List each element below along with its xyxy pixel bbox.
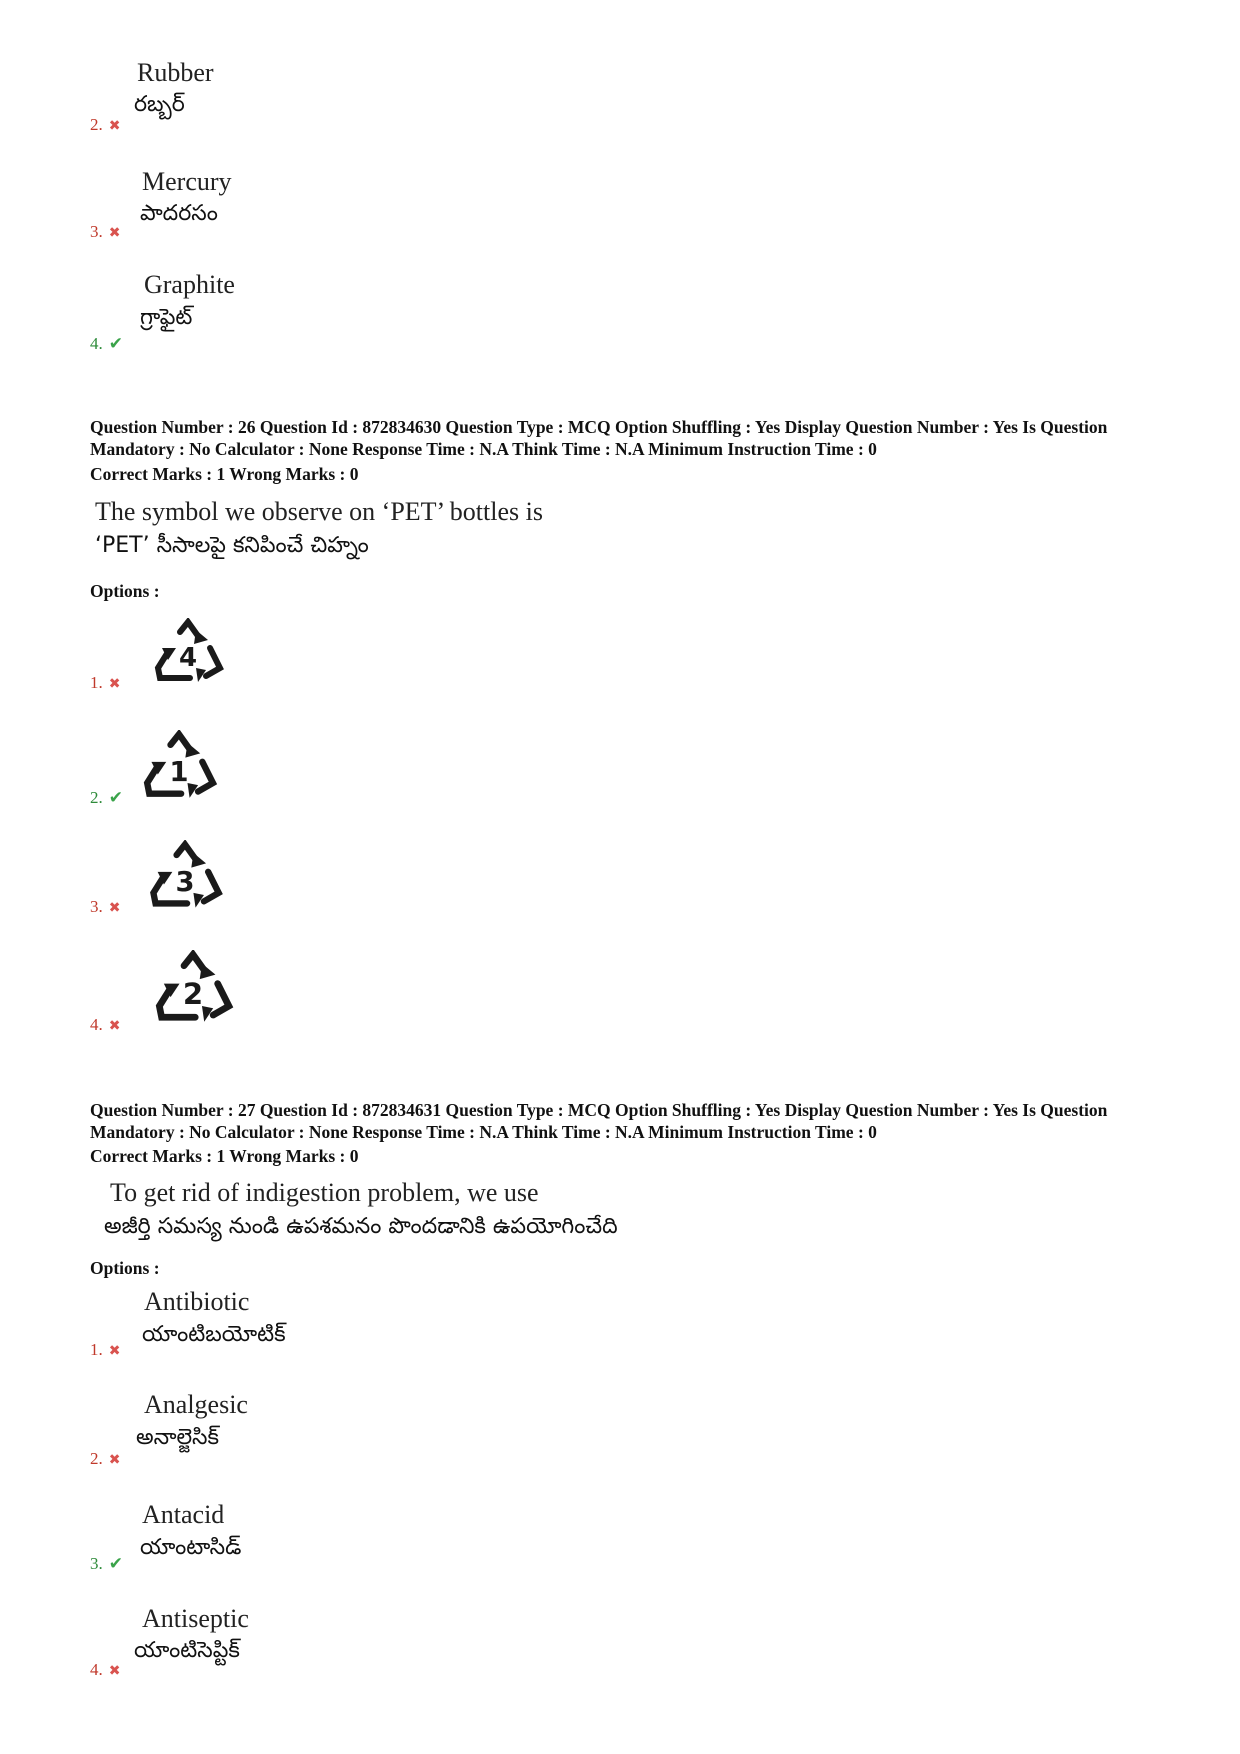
question-text-te: ‘PET’ సీసాలపై కనిపించే చిహ్నం xyxy=(95,533,369,558)
wrong-icon: ✖ xyxy=(108,1664,121,1679)
option-number: 4. xyxy=(90,334,103,353)
option-number: 2. xyxy=(90,115,103,134)
recycle-code: 4 xyxy=(178,643,198,673)
question-text-en: To get rid of indigestion problem, we use xyxy=(110,1178,539,1207)
check-icon: ✔ xyxy=(108,788,123,807)
option-text-te: యాంటాసిడ్ xyxy=(140,1535,242,1560)
option-number: 3. xyxy=(90,897,103,916)
question-meta: Question Number : 27 Question Id : 872834631 Question Type : MCQ Option Shuffling : Yes Display Question Number : Yes Is Question Mandatory : No Calculator : None Response Time : N.A Think Time : N.A Minimum Instruction Time : 0 xyxy=(90,1100,1108,1142)
recycle-code: 3 xyxy=(175,866,195,898)
recycle-symbol-icon xyxy=(150,618,226,684)
question-meta: Question Number : 26 Question Id : 872834630 Question Type : MCQ Option Shuffling : Yes Display Question Number : Yes Is Question Mandatory : No Calculator : None Response Time : N.A Think Time : N.A Minimum Instruction Time : 0 xyxy=(90,417,1108,459)
option-number: 3. xyxy=(90,222,103,241)
wrong-icon: ✖ xyxy=(108,1019,121,1034)
question-text-te: అజీర్తి సమస్య నుండి ఉపశమనం పొందడానికి ఉపయోగించేది xyxy=(104,1214,618,1239)
options-label: Options : xyxy=(90,1258,160,1278)
option-text-te: అనాల్జెసిక్ xyxy=(136,1425,219,1450)
option-text-en: Antibiotic xyxy=(144,1287,250,1316)
wrong-icon: ✖ xyxy=(108,226,121,241)
option-number: 1. xyxy=(90,1340,103,1359)
check-icon: ✔ xyxy=(108,1554,123,1573)
wrong-icon: ✖ xyxy=(108,677,121,692)
recycle-symbol-icon xyxy=(150,950,236,1024)
option-text-en: Analgesic xyxy=(144,1390,248,1419)
wrong-icon: ✖ xyxy=(108,1453,121,1468)
option-text-en: Graphite xyxy=(144,270,235,299)
check-icon: ✔ xyxy=(108,334,123,353)
option-number: 4. xyxy=(90,1660,103,1679)
recycle-symbol-icon xyxy=(138,730,220,800)
wrong-icon: ✖ xyxy=(108,1344,121,1359)
option-text-te: రబ్బర్ xyxy=(134,92,185,117)
option-number: 3. xyxy=(90,1554,103,1573)
recycle-code: 2 xyxy=(182,976,204,1011)
option-text-en: Antiseptic xyxy=(142,1604,249,1633)
option-text-te: యాంటిబయోటిక్ xyxy=(142,1322,286,1347)
option-text-en: Antacid xyxy=(142,1500,225,1529)
question-text-en: The symbol we observe on ‘PET’ bottles is xyxy=(95,497,543,526)
option-number: 1. xyxy=(90,673,103,692)
wrong-icon: ✖ xyxy=(108,119,121,134)
question-marks: Correct Marks : 1 Wrong Marks : 0 xyxy=(90,1146,359,1166)
wrong-icon: ✖ xyxy=(108,901,121,916)
option-text-en: Mercury xyxy=(142,167,232,196)
question-marks: Correct Marks : 1 Wrong Marks : 0 xyxy=(90,464,359,484)
option-text-te: పాదరసం xyxy=(140,201,218,226)
options-label: Options : xyxy=(90,581,160,601)
option-text-te: గ్రాఫైట్ xyxy=(140,305,193,330)
option-number: 2. xyxy=(90,788,103,807)
option-number: 4. xyxy=(90,1015,103,1034)
option-text-te: యాంటిసెప్టిక్ xyxy=(134,1638,240,1663)
recycle-code: 1 xyxy=(169,754,189,788)
recycle-symbol-icon xyxy=(145,840,225,910)
option-text-en: Rubber xyxy=(137,58,214,87)
option-number: 2. xyxy=(90,1449,103,1468)
